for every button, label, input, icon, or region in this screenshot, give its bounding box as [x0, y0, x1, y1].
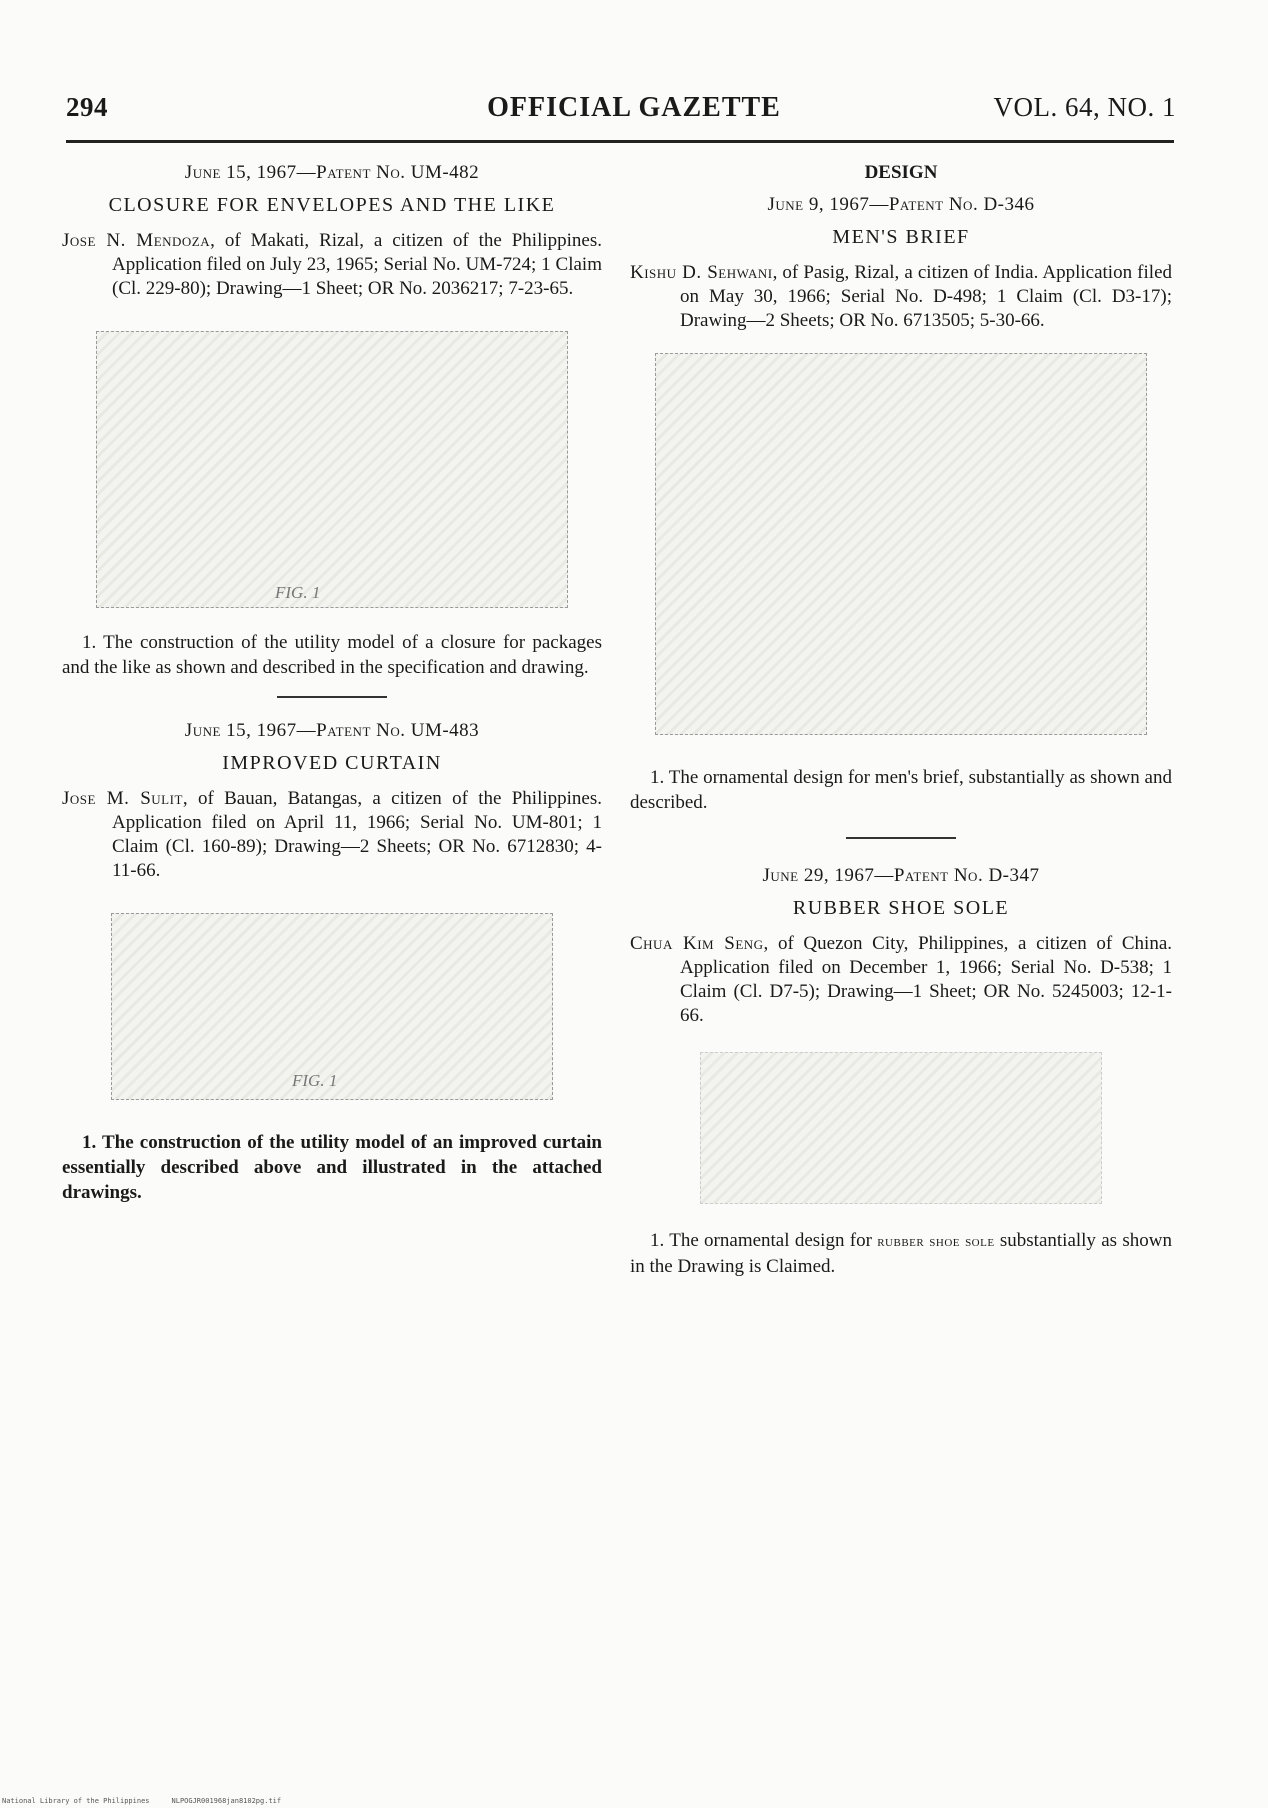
entry-title: CLOSURE FOR ENVELOPES AND THE LIKE	[108, 194, 556, 216]
entry-details	[62, 787, 602, 883]
library-credit: National Library of the Philippines	[2, 1797, 150, 1805]
entry-date-line: June 29, 1967—Patent No. D-347	[762, 865, 1040, 886]
claim-design-name: rubber shoe sole	[877, 1233, 995, 1250]
entry-date-line: June 15, 1967—Patent No. UM-483	[184, 720, 480, 741]
right-column	[630, 162, 1172, 1279]
entry-details	[630, 932, 1172, 1028]
claim-start: 1. The ornamental design for	[650, 1230, 878, 1251]
entry-title: MEN'S BRIEF	[832, 226, 970, 248]
claim-text: 1. The construction of the utility model of an improved curtain essentially described above and illustrated in the attached drawings.	[62, 1132, 602, 1203]
application-info: , of Quezon City, Philippines, a citizen of China. Application filed on December 1, 1966; Serial No. D-538; 1 Claim (Cl. D7-5); Drawing—1 Sheet; OR No. 5245003; 12-1-66.	[680, 933, 1172, 1026]
application-info: , of Pasig, Rizal, a citizen of India. Application filed on May 30, 1966; Serial No. D-498; 1 Claim (Cl. D3-17); Drawing—2 Sheets; OR No. 6713505; 5-30-66.	[680, 262, 1173, 331]
application-info: , of Makati, Rizal, a citizen of the Philippines. Application filed on July 23, 1965; Serial No. UM-724; 1 Claim (Cl. 229-80); Drawing—1 Sheet; OR No. 2036217; 7-23-65.	[112, 230, 602, 299]
applicant-name: Jose N. Mendoza	[62, 230, 211, 251]
section-separator	[846, 837, 956, 839]
patent-entry-um-482	[62, 162, 602, 680]
patent-drawing	[655, 353, 1147, 735]
application-info: , of Bauan, Batangas, a citizen of the Philippines. Application filed on April 11, 1966; Serial No. UM-801; 1 Claim (Cl. 160-89); Drawing—2 Sheets; OR No. 6712830; 4-11-66.	[112, 788, 602, 881]
header-rule	[66, 140, 1174, 143]
patent-entry-d-347	[630, 865, 1172, 1279]
applicant-name: Kishu D. Sehwani	[630, 262, 773, 283]
scan-filename: NLPOGJR001968jan8102pg.tif	[171, 1797, 282, 1805]
patent-drawing	[111, 913, 553, 1100]
patent-drawing	[700, 1052, 1102, 1204]
claim-end: substantially as shown in the Drawing is Claimed.	[630, 1230, 1172, 1277]
volume-number: VOL. 64, NO. 1	[993, 92, 1176, 122]
entry-title: IMPROVED CURTAIN	[222, 752, 442, 774]
claim-text: 1. The ornamental design for men's brief, substantially as shown and described.	[630, 767, 1172, 813]
section-separator	[277, 696, 387, 698]
claim-text: 1. The construction of the utility model of a closure for packages and the like as shown and described in the specification and drawing.	[62, 632, 602, 678]
entry-details	[630, 261, 1172, 333]
patent-entry-um-483	[62, 720, 602, 1205]
entry-title: RUBBER SHOE SOLE	[792, 897, 1010, 919]
page-number: 294	[66, 92, 108, 122]
claim-text	[630, 1228, 1172, 1279]
applicant-name: Chua Kim Seng	[630, 933, 764, 954]
scan-footer	[2, 1797, 303, 1805]
entry-date-line: June 9, 1967—Patent No. D-346	[767, 194, 1035, 215]
figure-label: FIG. 1	[275, 583, 321, 602]
applicant-name: Jose M. Sulit	[62, 788, 183, 809]
entry-details	[62, 229, 602, 301]
entry-date-line: June 15, 1967—Patent No. UM-482	[184, 162, 480, 183]
section-heading: DESIGN	[864, 162, 938, 183]
publication-title: OFFICIAL GAZETTE	[487, 92, 781, 123]
left-column	[62, 162, 602, 1205]
patent-drawing	[96, 331, 568, 608]
patent-entry-d-346	[630, 194, 1172, 815]
figure-label: FIG. 1	[292, 1071, 338, 1090]
